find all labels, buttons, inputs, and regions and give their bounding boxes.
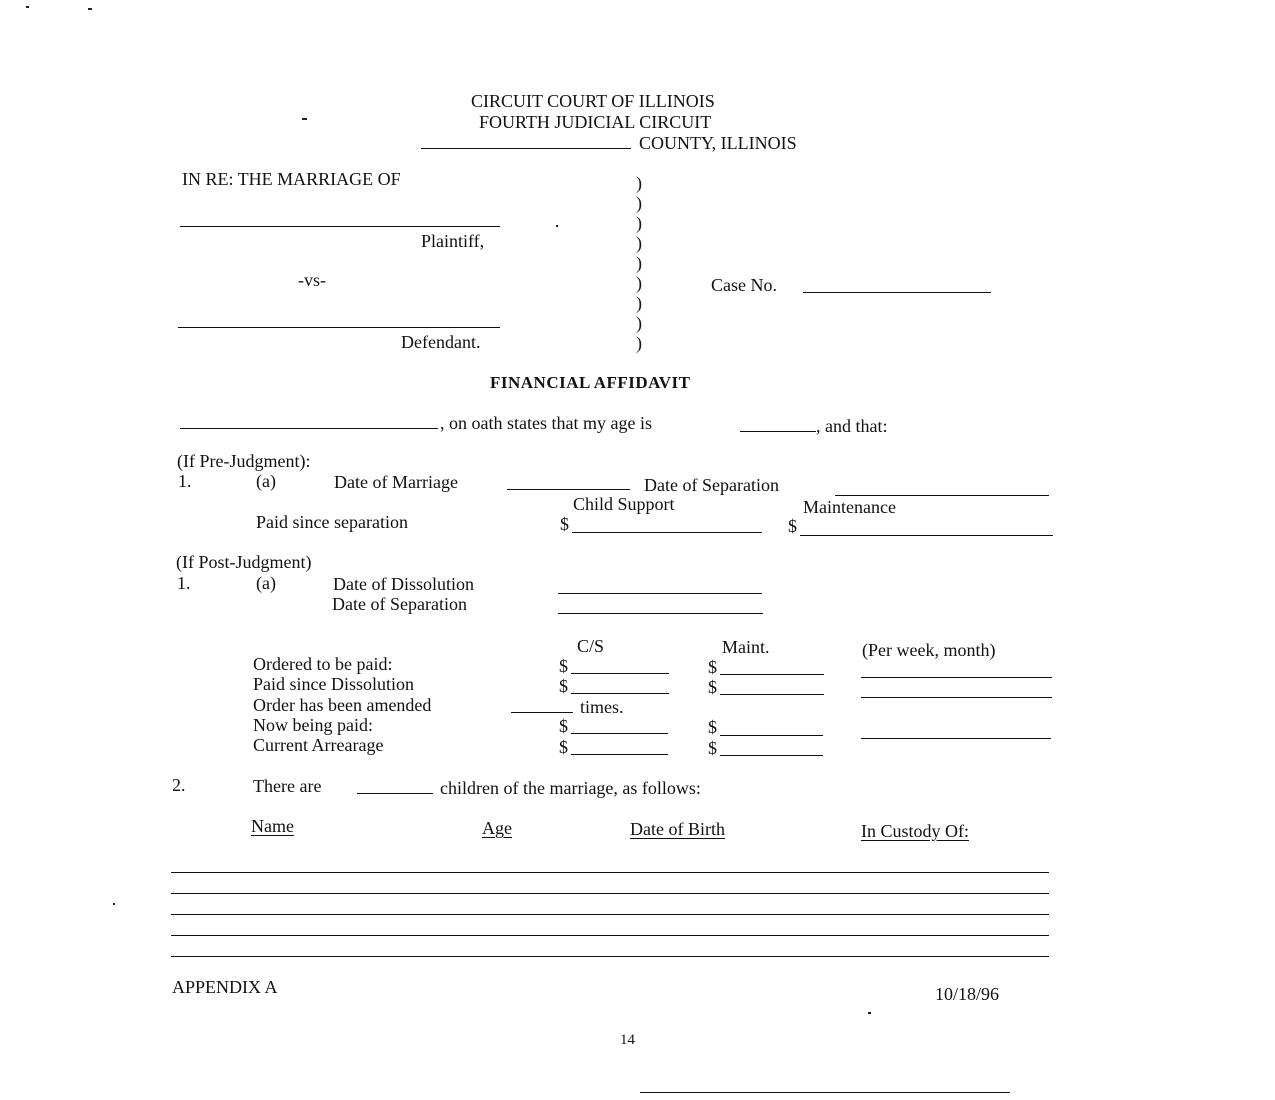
paid-per-blank[interactable] <box>861 697 1052 698</box>
caption-paren: ) <box>636 233 642 253</box>
child-support-header: Child Support <box>573 494 675 514</box>
now-cs-blank[interactable] <box>571 733 668 734</box>
cs-column-header: C/S <box>577 636 605 656</box>
paid-cs-blank[interactable] <box>571 693 669 694</box>
date-of-marriage-blank[interactable] <box>507 489 630 490</box>
case-number-blank[interactable] <box>803 292 991 293</box>
caption-paren: ) <box>636 173 642 193</box>
dollar-sign: $ <box>708 738 717 758</box>
caption-paren: ) <box>636 313 642 333</box>
amended-label: Order has been amended <box>253 695 432 715</box>
child-row-blank[interactable] <box>171 893 1049 894</box>
pre-date-of-separation-blank[interactable] <box>835 495 1049 496</box>
ordered-per-blank[interactable] <box>861 677 1052 678</box>
maintenance-paid-blank[interactable] <box>800 535 1053 536</box>
post-item-number: 1. <box>177 573 191 593</box>
now-maint-blank[interactable] <box>720 735 823 736</box>
document-title: FINANCIAL AFFIDAVIT <box>490 373 691 392</box>
dollar-sign: $ <box>559 737 568 757</box>
caption-paren: ) <box>636 273 642 293</box>
child-row-blank[interactable] <box>171 872 1049 873</box>
defendant-label: Defendant. <box>401 332 481 352</box>
post-item-sub: (a) <box>256 573 276 593</box>
times-label: times. <box>580 697 624 717</box>
arrearage-cs-blank[interactable] <box>571 754 668 755</box>
children-text: children of the marriage, as follows: <box>440 778 701 798</box>
caption-paren: ) <box>636 293 642 313</box>
bottom-rule <box>640 1092 1010 1093</box>
page-number: 14 <box>620 1032 635 1048</box>
child-row-blank[interactable] <box>171 914 1049 915</box>
in-re-label: IN RE: THE MARRIAGE OF <box>182 169 401 189</box>
paid-since-dissolution-label: Paid since Dissolution <box>253 674 414 694</box>
case-number-label: Case No. <box>711 275 777 295</box>
date-of-dissolution-blank[interactable] <box>558 593 762 594</box>
pre-item-number: 1. <box>178 471 192 491</box>
amended-count-blank[interactable] <box>511 712 573 713</box>
dollar-sign: $ <box>559 716 568 736</box>
now-per-blank[interactable] <box>861 738 1051 739</box>
pre-item-sub: (a) <box>256 471 276 491</box>
dollar-sign: $ <box>708 677 717 697</box>
post-judgment-heading: (If Post-Judgment) <box>176 552 312 572</box>
maintenance-header: Maintenance <box>803 497 896 517</box>
col-custody-header: In Custody Of: <box>861 821 969 841</box>
form-date: 10/18/96 <box>935 984 1000 1004</box>
maint-column-header: Maint. <box>722 637 770 657</box>
caption-paren: ) <box>636 253 642 273</box>
paid-maint-blank[interactable] <box>720 694 824 695</box>
oath-text-end: , and that: <box>816 416 888 436</box>
appendix-label: APPENDIX A <box>172 977 278 997</box>
dollar-sign: $ <box>559 676 568 696</box>
ordered-cs-blank[interactable] <box>571 673 669 674</box>
caption-paren: ) <box>636 333 642 353</box>
child-row-blank[interactable] <box>171 956 1049 957</box>
county-blank[interactable] <box>421 148 631 149</box>
caption-paren: ) <box>636 193 642 213</box>
col-age-header: Age <box>482 818 512 838</box>
oath-text: , on oath states that my age is <box>440 413 652 433</box>
dollar-sign: $ <box>708 657 717 677</box>
date-of-dissolution-label: Date of Dissolution <box>333 574 474 594</box>
dollar-sign: $ <box>708 717 717 737</box>
child-row-blank[interactable] <box>171 935 1049 936</box>
scan-speck <box>88 8 92 10</box>
scan-speck <box>113 903 115 905</box>
col-dob-header: Date of Birth <box>630 819 725 839</box>
versus-label: -vs- <box>298 270 326 290</box>
now-paid-label: Now being paid: <box>253 715 373 735</box>
children-there-are: There are <box>253 776 322 796</box>
arrearage-label: Current Arrearage <box>253 735 384 755</box>
court-name: CIRCUIT COURT OF ILLINOIS <box>471 91 715 111</box>
col-name-header: Name <box>251 816 294 836</box>
date-of-marriage-label: Date of Marriage <box>334 472 458 492</box>
defendant-name-blank[interactable] <box>178 327 500 328</box>
ordered-maint-blank[interactable] <box>720 674 824 675</box>
post-date-of-separation-blank[interactable] <box>558 613 763 614</box>
arrearage-maint-blank[interactable] <box>720 755 823 756</box>
dollar-sign: $ <box>559 656 568 676</box>
plaintiff-name-blank[interactable] <box>180 226 500 227</box>
age-blank[interactable] <box>740 431 816 432</box>
scan-speck <box>556 225 558 227</box>
plaintiff-label: Plaintiff, <box>421 231 485 251</box>
pre-judgment-heading: (If Pre-Judgment): <box>177 451 311 471</box>
circuit-name: FOURTH JUDICIAL CIRCUIT <box>479 112 712 132</box>
child-support-paid-blank[interactable] <box>572 532 762 533</box>
affiant-name-blank[interactable] <box>180 428 438 429</box>
scan-speck <box>302 118 307 120</box>
pre-date-of-separation-label: Date of Separation <box>644 475 779 495</box>
scan-speck <box>26 6 29 8</box>
per-column-header: (Per week, month) <box>862 640 996 660</box>
scan-speck <box>868 1012 871 1014</box>
children-count-blank[interactable] <box>357 793 433 794</box>
dollar-sign: $ <box>560 514 569 534</box>
paid-since-separation-label: Paid since separation <box>256 512 408 532</box>
children-item-number: 2. <box>172 775 186 795</box>
dollar-sign: $ <box>788 516 797 536</box>
post-date-of-separation-label: Date of Separation <box>332 594 467 614</box>
ordered-label: Ordered to be paid: <box>253 654 393 674</box>
county-label: COUNTY, ILLINOIS <box>639 133 797 153</box>
caption-paren: ) <box>636 213 642 233</box>
